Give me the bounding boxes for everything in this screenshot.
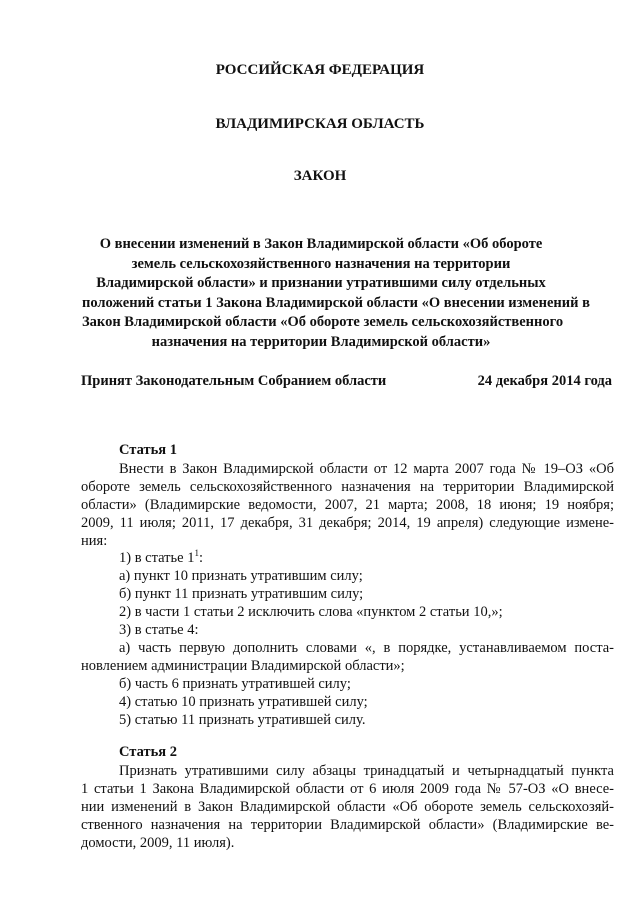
article-2-heading: Статья 2 (119, 744, 177, 760)
article-1-item: 2) в части 1 статьи 2 исключить слова «пунктом 2 статьи 10,»; (119, 604, 503, 620)
article-1-line: обороте земель сельскохозяйственного назначения на территории Владимирской (81, 479, 614, 495)
article-2-line: домости, 2009, 11 июля). (81, 835, 235, 851)
article-2-line: ственного назначения на территории Владимирской области» (Владимирские ве- (81, 817, 614, 833)
law-title (82, 235, 590, 353)
law-title-line: положений статьи 1 Закона Владимирской области «О внесении изменений в (82, 294, 590, 311)
article-1-item: 4) статью 10 признать утратившей силу; (119, 694, 368, 710)
law-title-line: Закон Владимирской области «Об обороте земель сельскохозяйственного (82, 314, 564, 331)
adopted-date: 24 декабря 2014 года (477, 373, 612, 389)
doc-type-heading: ЗАКОН (293, 168, 347, 184)
article-2-line: Признать утратившими силу абзацы тринадцатый и четырнадцатый пункта (119, 763, 614, 779)
adopted-by-label: Принят Законодательным Собранием области (81, 373, 387, 389)
article-1-item: а) часть первую дополнить словами «, в порядке, устанавливаемом поста- (119, 640, 614, 656)
country-heading: РОССИЙСКАЯ ФЕДЕРАЦИЯ (215, 62, 425, 78)
item-superscript: 1 (194, 548, 199, 559)
article-1-line: ния: (81, 533, 108, 549)
article-1-item: 3) в статье 4: (119, 622, 199, 638)
article-1-item: б) пункт 11 признать утратившим силу; (119, 586, 364, 602)
article-1-item: новлением администрации Владимирской области»; (81, 658, 405, 674)
law-title-line: назначения на территории Владимирской области» (151, 333, 491, 350)
item-text: 1) в статье 1 (119, 550, 195, 566)
region-heading: ВЛАДИМИРСКАЯ ОБЛАСТЬ (215, 116, 425, 132)
article-1-item (119, 549, 203, 567)
article-1-line: Внести в Закон Владимирской области от 12 марта 2007 года № 19–ОЗ «Об (119, 461, 614, 477)
article-1-item: б) часть 6 признать утратившей силу; (119, 676, 351, 692)
article-2-line: нии изменений в Закон Владимирской области «Об обороте земель сельскохозяй- (81, 799, 614, 815)
law-title-line: О внесении изменений в Закон Владимирской области «Об обороте (99, 236, 543, 252)
law-title-line: Владимирской области» и признании утратившими силу отдельных (96, 275, 546, 292)
article-2-line: 1 статьи 1 Закона Владимирской области от 6 июля 2009 года № 57-ОЗ «О внесе- (81, 781, 614, 797)
article-1-heading: Статья 1 (119, 442, 177, 458)
article-1-line: области» (Владимирские ведомости, 2007, 21 марта; 2008, 18 июня; 19 ноября; (81, 497, 614, 513)
law-title-line: земель сельскохозяйственного назначения на территории (131, 255, 511, 272)
item-colon: : (198, 550, 203, 566)
article-1-item: 5) статью 11 признать утратившей силу. (119, 712, 366, 728)
article-1-item: а) пункт 10 признать утратившим силу; (119, 568, 363, 584)
article-1-line: 2009, 11 июля; 2011, 17 декабря, 31 декабря; 2014, 19 апреля) следующие измене- (81, 515, 614, 531)
